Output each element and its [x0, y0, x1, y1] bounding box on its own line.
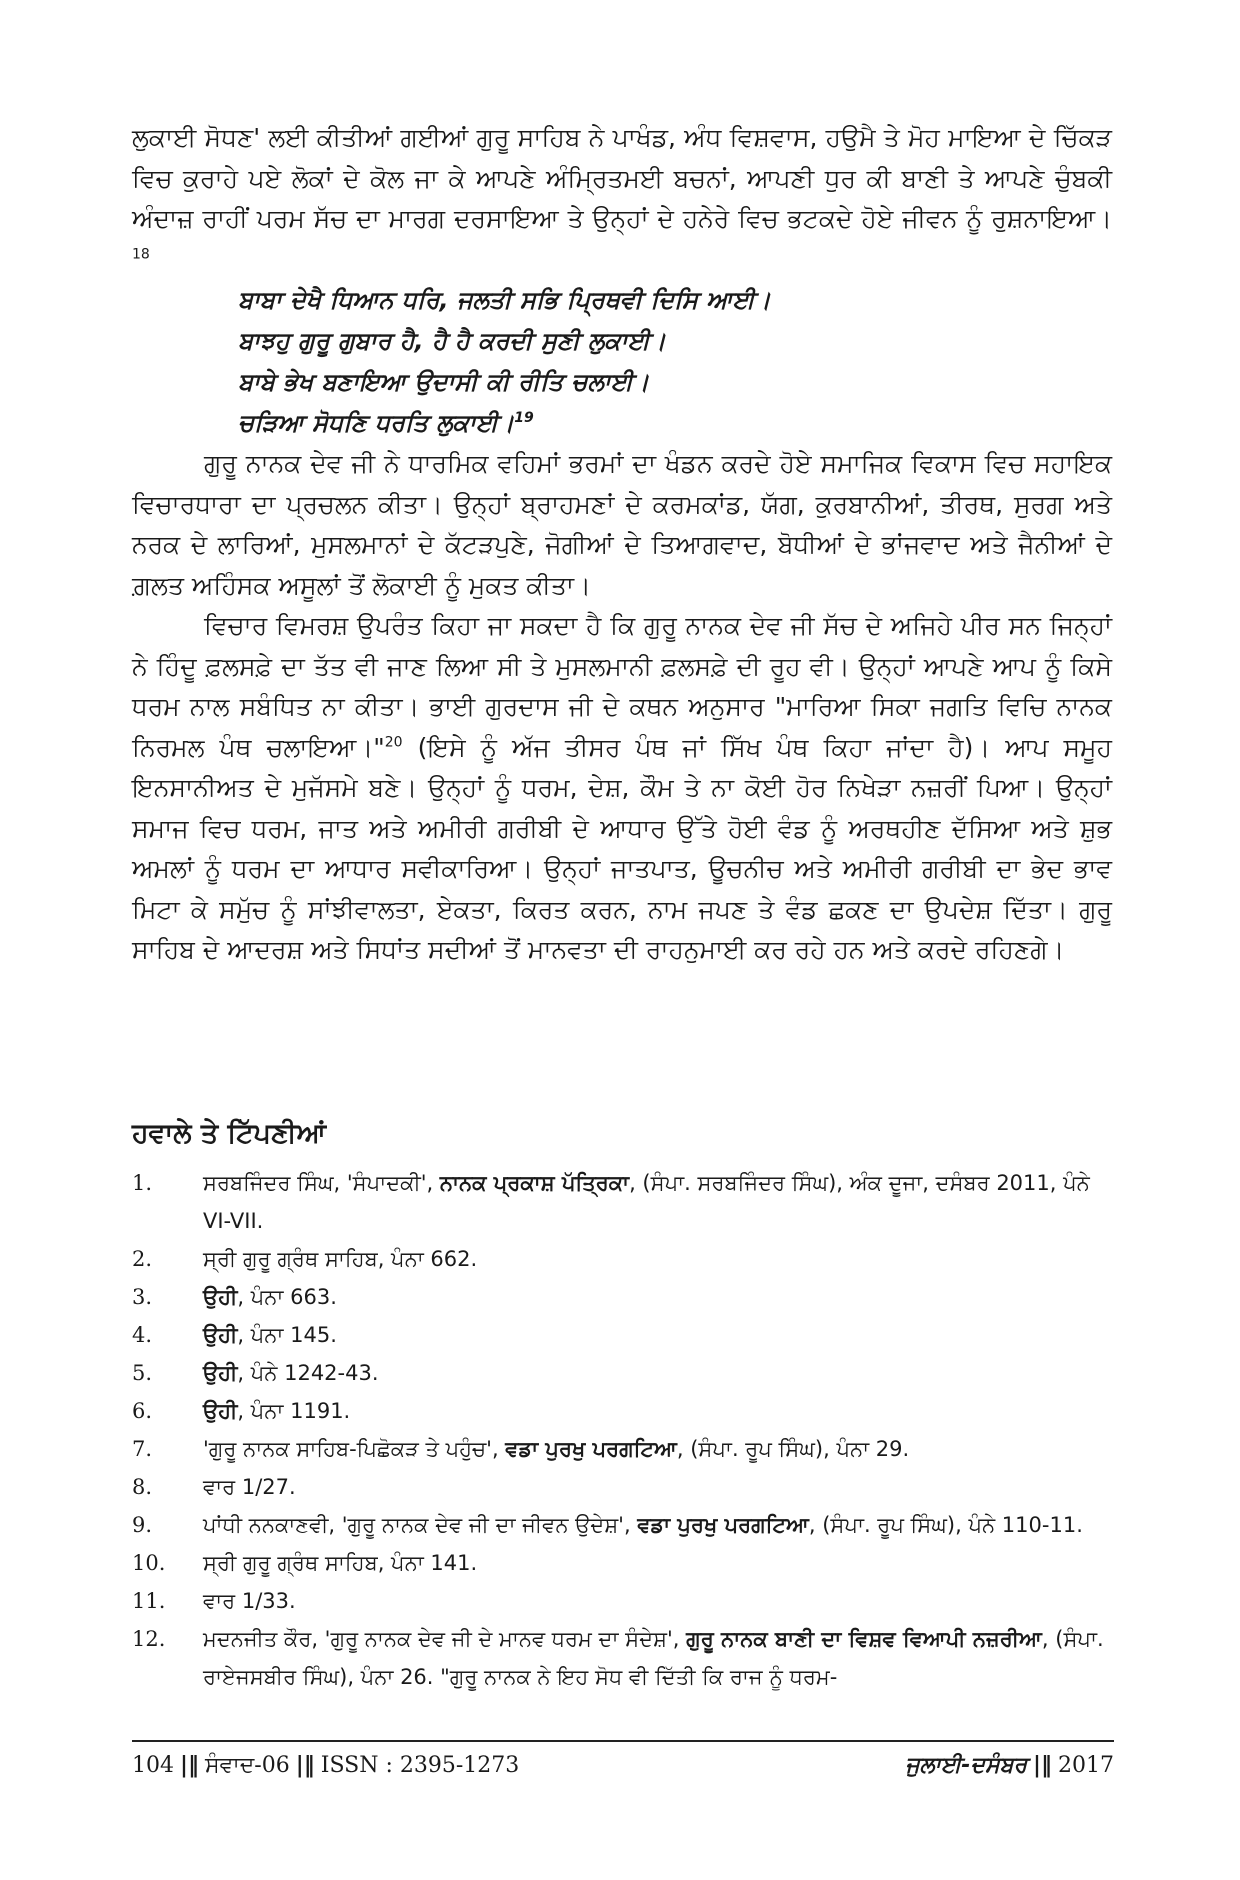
reference-text: ਵਾਰ 1/27.	[203, 1475, 296, 1499]
footer-right	[905, 1752, 1114, 1778]
reference-item	[132, 1392, 1114, 1430]
reference-item	[132, 1354, 1114, 1392]
reference-number: 1.	[132, 1171, 153, 1195]
reference-item	[132, 1468, 1114, 1506]
reference-item	[132, 1544, 1114, 1582]
verse-line: ਚੜਿਆ ਸੋਧਣਿ ਧਰਤਿ ਲੁਕਾਈ।$^{19}$	[238, 409, 534, 437]
reference-text: ਉਹੀ, ਪੰਨਾ 1191.	[203, 1399, 351, 1423]
reference-number: 12.	[132, 1627, 166, 1651]
reference-number: 11.	[132, 1589, 166, 1613]
reference-number: 9.	[132, 1513, 153, 1537]
magazine-name: ਸੰਵਾਦ-06	[205, 1753, 290, 1778]
reference-text: ਉਹੀ, ਪੰਨਾ 145.	[203, 1323, 337, 1347]
footnote-marker[interactable]: 18	[132, 246, 150, 263]
footnote-marker[interactable]: 20	[384, 734, 403, 751]
page-number: 104	[132, 1753, 174, 1778]
reference-number: 6.	[132, 1399, 153, 1423]
reference-text: ਉਹੀ, ਪੰਨਾ 663.	[203, 1285, 337, 1309]
verse-line: ਬਾਬੇ ਭੇਖ ਬਣਾਇਆ ਉਦਾਸੀ ਕੀ ਰੀਤਿ ਚਲਾਈ।	[238, 368, 650, 396]
reference-item	[132, 1278, 1114, 1316]
issn-number: ISSN : 2395-1273	[320, 1753, 520, 1778]
footer-separator: |‖	[180, 1752, 200, 1778]
footer-separator: |‖	[1032, 1752, 1052, 1778]
reference-item	[132, 1582, 1114, 1620]
paragraph-1: ਲੁਕਾਈ ਸੋਧਣ' ਲਈ ਕੀਤੀਆਂ ਗਈਆਂ ਗੁਰੂ ਸਾਹਿਬ ਨੇ ਪਾਖੰਡ, ਅੰਧ ਵਿਸ਼ਵਾਸ, ਹਉਮੈ ਤੇ ਮੋਹ ਮਾਇਆ ਦੇ ਚਿੱਕੜ ਵਿਚ ਕੁਰਾਹੇ ਪਏ ਲੋਕਾਂ ਦੇ ਕੋਲ ਜਾ ਕੇ ਆਪਣੇ ਅੰਮ੍ਰਿਤਮਈ ਬਚਨਾਂ, ਆਪਣੀ ਧੁਰ ਕੀ ਬਾਣੀ ਤੇ ਆਪਣੇ ਚੁੰਬਕੀ ਅੰਦਾਜ਼ ਰਾਹੀਂ ਪਰਮ ਸੱਚ ਦਾ ਮਾਰਗ ਦਰਸਾਇਆ ਤੇ ਉਨ੍ਹਾਂ ਦੇ ਹਨੇਰੇ ਵਿਚ ਭਟਕਦੇ ਹੋਏ ਜੀਵਨ ਨੂੰ ਰੁਸ਼ਨਾਇਆ।$^{18}$	[132, 123, 1112, 263]
reference-number: 5.	[132, 1361, 153, 1385]
body-text	[132, 118, 1112, 971]
reference-text: ਸਰਬਜਿੰਦਰ ਸਿੰਘ, 'ਸੰਪਾਦਕੀ', ਨਾਨਕ ਪ੍ਰਕਾਸ਼ ਪੱਤ੍ਰਿਕਾ, (ਸੰਪਾ. ਸਰਬਜਿੰਦਰ ਸਿੰਘ), ਅੰਕ ਦੂਜਾ, ਦਸੰਬਰ 2011, ਪੰਨੇ VI-VII.	[203, 1171, 1090, 1233]
verse-line: ਬਾਬਾ ਦੇਖੈ ਧਿਆਨ ਧਰਿ, ਜਲਤੀ ਸਭਿ ਪ੍ਰਿਥਵੀ ਦਿਸਿ ਆਈ।	[238, 286, 771, 314]
verse-block	[132, 280, 1112, 444]
references-heading: ਹਵਾਲੇ ਤੇ ਟਿੱਪਣੀਆਂ	[132, 1118, 327, 1149]
reference-item	[132, 1316, 1114, 1354]
reference-text: ਉਹੀ, ਪੰਨੇ 1242-43.	[203, 1361, 379, 1385]
reference-text: ਮਦਨਜੀਤ ਕੌਰ, 'ਗੁਰੂ ਨਾਨਕ ਦੇਵ ਜੀ ਦੇ ਮਾਨਵ ਧਰਮ ਦਾ ਸੰਦੇਸ਼', ਗੁਰੂ ਨਾਨਕ ਬਾਣੀ ਦਾ ਵਿਸ਼ਵ ਵਿਆਪੀ ਨਜ਼ਰੀਆ, (ਸੰਪਾ. ਰਾਏਜਸਬੀਰ ਸਿੰਘ), ਪੰਨਾ 26. "ਗੁਰੂ ਨਾਨਕ ਨੇ ਇਹ ਸੋਧ ਵੀ ਦਿੱਤੀ ਕਿ ਰਾਜ ਨੂੰ ਧਰਮ-	[203, 1627, 1104, 1689]
reference-item	[132, 1430, 1114, 1468]
footer-separator: |‖	[295, 1752, 315, 1778]
reference-text: ਸ੍ਰੀ ਗੁਰੂ ਗ੍ਰੰਥ ਸਾਹਿਬ, ਪੰਨਾ 141.	[203, 1551, 478, 1575]
reference-number: 7.	[132, 1437, 153, 1461]
paragraph-3: ਵਿਚਾਰ ਵਿਮਰਸ਼ ਉਪਰੰਤ ਕਿਹਾ ਜਾ ਸਕਦਾ ਹੈ ਕਿ ਗੁਰੂ ਨਾਨਕ ਦੇਵ ਜੀ ਸੱਚ ਦੇ ਅਜਿਹੇ ਪੀਰ ਸਨ ਜਿਨ੍ਹਾਂ ਨੇ ਹਿੰਦੂ ਫ਼ਲਸਫ਼ੇ ਦਾ ਤੱਤ ਵੀ ਜਾਣ ਲਿਆ ਸੀ ਤੇ ਮੁਸਲਮਾਨੀ ਫ਼ਲਸਫ਼ੇ ਦੀ ਰੂਹ ਵੀ। ਉਨ੍ਹਾਂ ਆਪਣੇ ਆਪ ਨੂੰ ਕਿਸੇ ਧਰਮ ਨਾਲ ਸਬੰਧਿਤ ਨਾ ਕੀਤਾ। ਭਾਈ ਗੁਰਦਾਸ ਜੀ ਦੇ ਕਥਨ ਅਨੁਸਾਰ "ਮਾਰਿਆ ਸਿਕਾ ਜਗਤਿ ਵਿਚਿ ਨਾਨਕ ਨਿਰਮਲ ਪੰਥ ਚਲਾਇਆ।"$^{20}$ (ਇਸੇ ਨੂੰ ਅੱਜ ਤੀਸਰ ਪੰਥ ਜਾਂ ਸਿੱਖ ਪੰਥ ਕਿਹਾ ਜਾਂਦਾ ਹੈ)। ਆਪ ਸਮੂਹ ਇਨਸਾਨੀਅਤ ਦੇ ਮੁਜੱਸਮੇ ਬਣੇ। ਉਨ੍ਹਾਂ ਨੂੰ ਧਰਮ, ਦੇਸ਼, ਕੌਮ ਤੇ ਨਾ ਕੋਈ ਹੋਰ ਨਿਖੇੜਾ ਨਜ਼ਰੀਂ ਪਿਆ। ਉਨ੍ਹਾਂ ਸਮਾਜ ਵਿਚ ਧਰਮ, ਜਾਤ ਅਤੇ ਅਮੀਰੀ ਗਰੀਬੀ ਦੇ ਆਧਾਰ ਉੱਤੇ ਹੋਈ ਵੰਡ ਨੂੰ ਅਰਥਹੀਣ ਦੱਸਿਆ ਅਤੇ ਸ਼ੁਭ ਅਮਲਾਂ ਨੂੰ ਧਰਮ ਦਾ ਆਧਾਰ ਸਵੀਕਾਰਿਆ। ਉਨ੍ਹਾਂ ਜਾਤਪਾਤ, ਊਚਨੀਚ ਅਤੇ ਅਮੀਰੀ ਗਰੀਬੀ ਦਾ ਭੇਦ ਭਾਵ ਮਿਟਾ ਕੇ ਸਮੁੱਚ ਨੂੰ ਸਾਂਝੀਵਾਲਤਾ, ਏਕਤਾ, ਕਿਰਤ ਕਰਨ, ਨਾਮ ਜਪਣ ਤੇ ਵੰਡ ਛਕਣ ਦਾ ਉਪਦੇਸ਼ ਦਿੱਤਾ। ਗੁਰੂ ਸਾਹਿਬ ਦੇ ਆਦਰਸ਼ ਅਤੇ ਸਿਧਾਂਤ ਸਦੀਆਂ ਤੋਂ ਮਾਨਵਤਾ ਦੀ ਰਾਹਨੁਮਾਈ ਕਰ ਰਹੇ ਹਨ ਅਤੇ ਕਰਦੇ ਰਹਿਣਗੇ।	[132, 611, 1112, 964]
reference-item	[132, 1164, 1114, 1240]
issue-months: ਜੁਲਾਈ-ਦਸੰਬਰ	[905, 1753, 1027, 1778]
page-footer	[132, 1752, 1114, 1788]
reference-item	[132, 1506, 1114, 1544]
reference-number: 2.	[132, 1247, 153, 1271]
reference-text: ਸ੍ਰੀ ਗੁਰੂ ਗ੍ਰੰਥ ਸਾਹਿਬ, ਪੰਨਾ 662.	[203, 1247, 478, 1271]
footnote-marker[interactable]: 19	[514, 410, 534, 426]
references-list	[132, 1164, 1114, 1696]
reference-number: 10.	[132, 1551, 166, 1575]
reference-item	[132, 1620, 1114, 1696]
reference-text: 'ਗੁਰੂ ਨਾਨਕ ਸਾਹਿਬ-ਪਿਛੋਕੜ ਤੇ ਪਹੁੰਚ', ਵਡਾ ਪੁਰਖੁ ਪਰਗਟਿਆ, (ਸੰਪਾ. ਰੂਪ ਸਿੰਘ), ਪੰਨਾ 29.	[203, 1437, 910, 1461]
verse-line: ਬਾਝਹੁ ਗੁਰੂ ਗੁਬਾਰ ਹੈ, ਹੈ ਹੈ ਕਰਦੀ ਸੁਣੀ ਲੁਕਾਈ।	[238, 327, 666, 355]
reference-text: ਪਾਂਧੀ ਨਨਕਾਣਵੀ, 'ਗੁਰੂ ਨਾਨਕ ਦੇਵ ਜੀ ਦਾ ਜੀਵਨ ਉਦੇਸ਼', ਵਡਾ ਪੁਰਖੁ ਪਰਗਟਿਆ, (ਸੰਪਾ. ਰੂਪ ਸਿੰਘ), ਪੰਨੇ 110-11.	[203, 1513, 1083, 1537]
reference-item	[132, 1240, 1114, 1278]
reference-number: 8.	[132, 1475, 153, 1499]
reference-text: ਵਾਰ 1/33.	[203, 1589, 296, 1613]
reference-number: 3.	[132, 1285, 153, 1309]
footer-divider	[132, 1740, 1114, 1742]
paragraph-2: ਗੁਰੂ ਨਾਨਕ ਦੇਵ ਜੀ ਨੇ ਧਾਰਮਿਕ ਵਹਿਮਾਂ ਭਰਮਾਂ ਦਾ ਖੰਡਨ ਕਰਦੇ ਹੋਏ ਸਮਾਜਿਕ ਵਿਕਾਸ ਵਿਚ ਸਹਾਇਕ ਵਿਚਾਰਧਾਰਾ ਦਾ ਪ੍ਰਚਲਨ ਕੀਤਾ। ਉਨ੍ਹਾਂ ਬ੍ਰਾਹਮਣਾਂ ਦੇ ਕਰਮਕਾਂਡ, ਯੱਗ, ਕੁਰਬਾਨੀਆਂ, ਤੀਰਥ, ਸੁਰਗ ਅਤੇ ਨਰਕ ਦੇ ਲਾਰਿਆਂ, ਮੁਸਲਮਾਨਾਂ ਦੇ ਕੱਟੜਪੁਣੇ, ਜੋਗੀਆਂ ਦੇ ਤਿਆਗਵਾਦ, ਬੋਧੀਆਂ ਦੇ ਭਾਂਜਵਾਦ ਅਤੇ ਜੈਨੀਆਂ ਦੇ ਗ਼ਲਤ ਅਹਿੰਸਕ ਅਸੂਲਾਂ ਤੋਂ ਲੋਕਾਈ ਨੂੰ ਮੁਕਤ ਕੀਤਾ।	[132, 449, 1112, 600]
footer-left	[132, 1752, 519, 1778]
reference-number: 4.	[132, 1323, 153, 1347]
issue-year: 2017	[1058, 1753, 1114, 1778]
